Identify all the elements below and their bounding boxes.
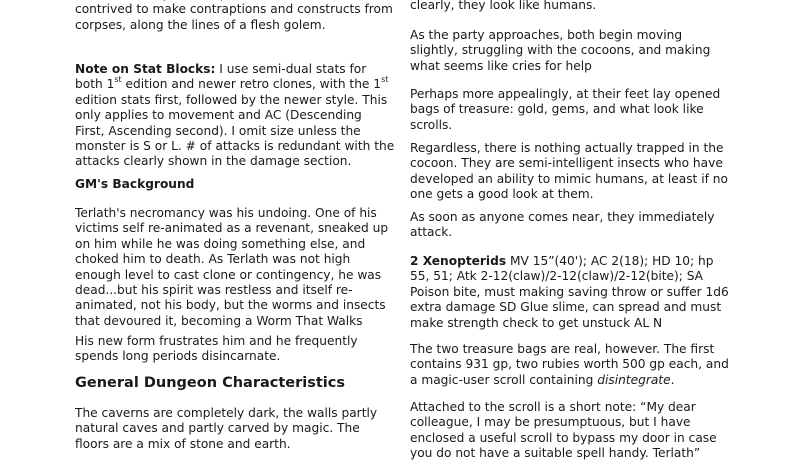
- right-column: [410, 0, 730, 461]
- note-label: Note on Stat Blocks:: [75, 62, 216, 76]
- paragraph-treasure-real: The two treasure bags are real, however. The first contains 931 gp, two rubies worth 500 gp each, and a magic-user scroll containing disintegrate.: [410, 342, 729, 387]
- paragraph-party-approaches: As the party approaches, both begin moving slightly, struggling with the cocoons, and making what seems like cries for help: [410, 28, 711, 73]
- monster-stat-block: [410, 254, 730, 331]
- spell-name: disintegrate: [597, 372, 671, 387]
- paragraph-scroll-note: Attached to the scroll is a short note: “My dear colleague, I may be presumptuous, but I have enclosed a useful scroll to bypass my door in case you do not have a suitable spell handy. Terlath”: [410, 400, 717, 461]
- left-column: [75, 0, 395, 450]
- stat-block-note: Note on Stat Blocks: I use semi-dual stats for both 1st edition and newer retro clones, with the 1st edition stats first, followed by the newer style. This only applies to movement and AC (Descending First, Ascending second). I omit size unless the monster is S or L. # of attacks is redundant with the attacks clearly shown in the damage section.: [75, 62, 395, 169]
- paragraph-clearly: clearly, they look like humans.: [410, 0, 597, 12]
- paragraph-regardless: Regardless, there is nothing actually trapped in the cocoon. They are semi-intelligent insects who have developed an ability to mimic humans, at least if no one gets a good look at them.: [410, 141, 728, 202]
- gm-background-paragraph-2: His new form frustrates him and he frequently spends long periods disincarnate.: [75, 334, 358, 364]
- dungeon-characteristics-paragraph: The caverns are completely dark, the walls partly natural caves and partly carved by magic. The floors are a mix of stone and earth.: [75, 406, 378, 451]
- paragraph-treasure-bags: Perhaps more appealingly, at their feet lay opened bags of treasure: gold, gems, and what look like scrolls.: [410, 87, 721, 132]
- intro-paragraph: contrived to make contraptions and constructs from corpses, along the lines of a flesh golem.: [75, 2, 393, 32]
- dungeon-characteristics-heading: General Dungeon Characteristics: [75, 375, 345, 391]
- monster-name: 2 Xenopterids: [410, 254, 507, 268]
- monster-stats: MV 15”(40'); AC 2(18); HD 10; hp 55, 51; Atk 2-12(claw)/2-12(claw)/2-12(bite); SA Poison bite, must making saving throw or suffer 1d6 extra damage SD Glue slime, can spread and must make strength check to get unstuck AL N: [410, 254, 729, 330]
- gm-background-paragraph: Terlath's necromancy was his undoing. One of his victims self re-animated as a revenant, sneaked up on him while he was doing something else, and choked him to death. As Terlath was not high enough level to cast clone or contingency, he was dead...but his spirit was restless and itself re-animated, not his body, but the worms and insects that devoured it, becoming a Worm That Walks: [75, 206, 389, 328]
- paragraph-attack: As soon as anyone comes near, they immediately attack.: [410, 210, 715, 240]
- gm-background-heading: GM's Background: [75, 177, 195, 191]
